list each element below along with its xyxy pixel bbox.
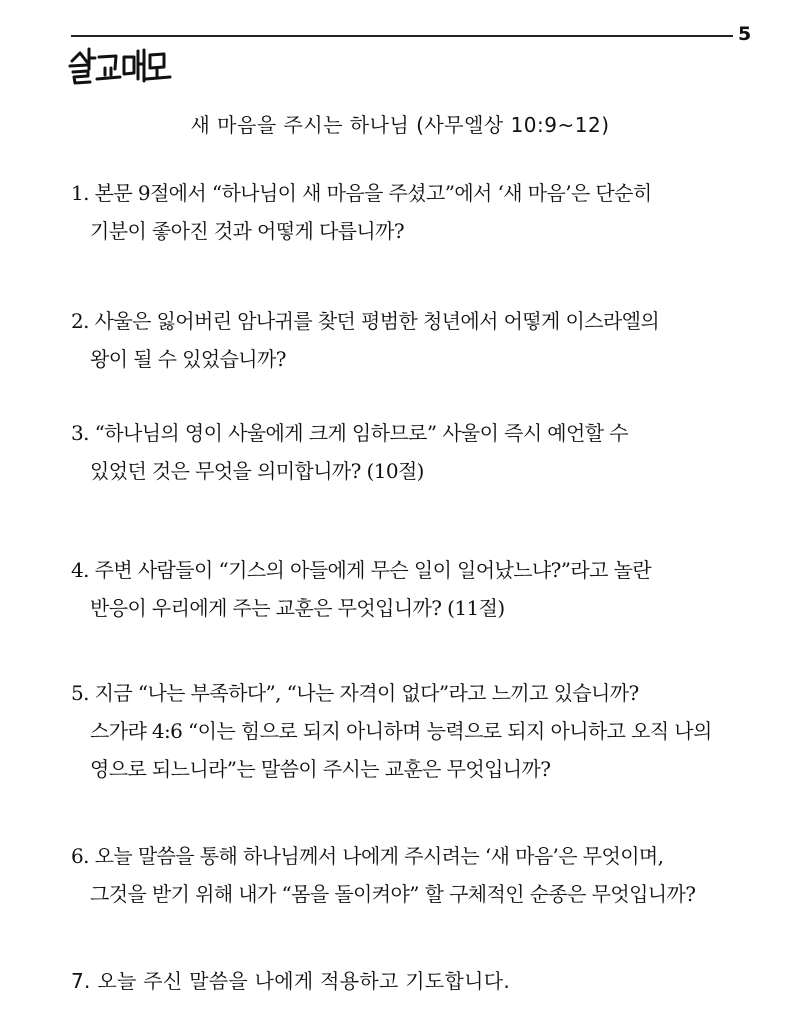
question-line: 그것을 받기 위해 내가 “몸을 돌이켜야” 할 구체적인 순종은 무엇입니까? (90, 882, 696, 906)
question-line: 5. 지금 “나는 부족하다”, “나는 자격이 없다”라고 느끼고 있습니까? (71, 681, 639, 705)
question-3 (71, 414, 771, 490)
sermon-memo-logo (68, 45, 172, 89)
question-1 (71, 174, 771, 250)
question-line: 스가랴 4:6 “이는 힘으로 되지 아니하며 능력으로 되지 아니하고 오직 나의 (90, 719, 712, 743)
question-line: 영으로 되느니라”는 말씀이 주시는 교훈은 무엇입니까? (90, 757, 551, 781)
question-4 (71, 551, 771, 627)
question-line: 2. 사울은 잃어버린 암나귀를 찾던 평범한 청년에서 어떻게 이스라엘의 (71, 309, 660, 333)
question-line: 3. “하나님의 영이 사울에게 크게 임하므로” 사울이 즉시 예언할 수 (71, 421, 628, 445)
question-line: 반응이 우리에게 주는 교훈은 무엇입니까? (11절) (90, 596, 505, 620)
question-7 (71, 962, 771, 1000)
question-line: 기분이 좋아진 것과 어떻게 다릅니까? (90, 219, 404, 243)
handwritten-logo-graphic (68, 45, 172, 89)
page-number: 5 (738, 23, 752, 45)
sermon-title: 새 마음을 주시는 하나님 (사무엘상 10:9~12) (190, 113, 610, 137)
question-line: 있었던 것은 무엇을 의미합니까? (10절) (90, 459, 424, 483)
question-line: 1. 본문 9절에서 “하나님이 새 마음을 주셨고”에서 ‘새 마음’은 단순히 (71, 181, 652, 205)
question-line: 왕이 될 수 있었습니까? (90, 347, 286, 371)
question-2 (71, 302, 771, 378)
question-6 (71, 837, 771, 913)
question-line: 6. 오늘 말씀을 통해 하나님께서 나에게 주시려는 ‘새 마음’은 무엇이며, (71, 844, 664, 868)
question-5 (71, 674, 771, 788)
top-rule (71, 35, 733, 37)
question-line: 7. 오늘 주신 말씀을 나에게 적용하고 기도합니다. (71, 969, 511, 993)
question-line: 4. 주변 사람들이 “기스의 아들에게 무슨 일이 일어났느냐?”라고 놀란 (71, 558, 652, 582)
